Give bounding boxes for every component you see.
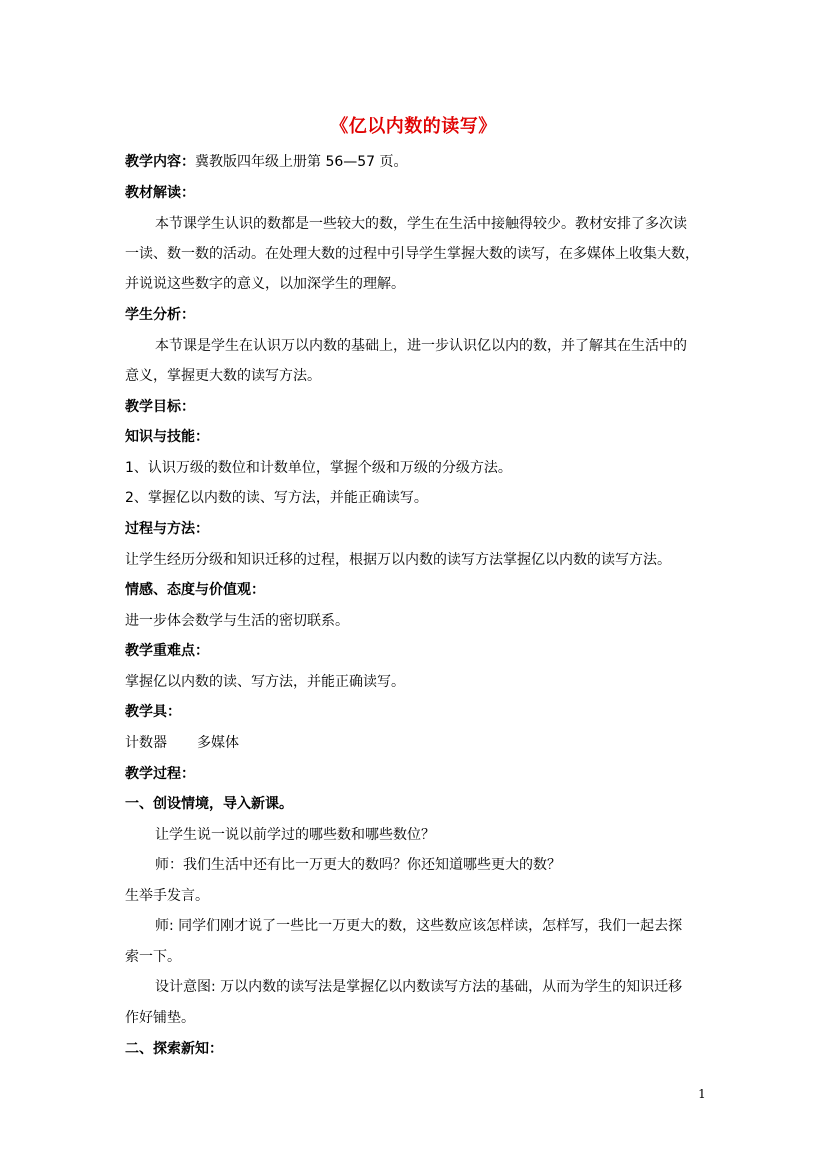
paragraph-line: 师: 同学们刚才说了一些比一万更大的数，这些数应该怎样读，怎样写，我们一起去探 bbox=[155, 918, 683, 934]
section-heading: 教学重难点： bbox=[125, 643, 209, 659]
section-heading: 知识与技能： bbox=[125, 429, 209, 445]
paragraph-line: 本节课是学生在认识万以内数的基础上，进一步认识亿以内的数，并了解其在生活中的 bbox=[155, 338, 687, 354]
paragraph-line: 并说说这些数字的意义，以加深学生的理解。 bbox=[125, 276, 405, 292]
section-heading: 学生分析： bbox=[125, 307, 195, 323]
section-heading: 教学过程： bbox=[125, 766, 195, 782]
teaching-content-text: 冀教版四年级上册第 56—57 页。 bbox=[195, 154, 408, 170]
paragraph-line: 生举手发言。 bbox=[125, 888, 209, 904]
paragraph-line: 让学生经历分级和知识迁移的过程，根据万以内数的读写方法掌握亿以内数的读写方法。 bbox=[125, 552, 671, 568]
tool-counter: 计数器 bbox=[125, 735, 167, 751]
paragraph-line: 设计意图: 万以内数的读写法是掌握亿以内数读写方法的基础，从而为学生的知识迁移 bbox=[155, 979, 683, 995]
section-heading: 教学目标： bbox=[125, 399, 195, 415]
paragraph-line: 师：我们生活中还有比一万更大的数吗？你还知道哪些更大的数？ bbox=[155, 857, 561, 873]
paragraph-line: 掌握亿以内数的读、写方法，并能正确读写。 bbox=[125, 674, 405, 690]
list-item: 1、认识万级的数位和计数单位，掌握个级和万级的分级方法。 bbox=[125, 460, 512, 476]
paragraph-line: 作好铺垫。 bbox=[125, 1010, 195, 1026]
paragraph-line: 意义，掌握更大数的读写方法。 bbox=[125, 368, 321, 384]
list-item: 2、掌握亿以内数的读、写方法，并能正确读写。 bbox=[125, 490, 428, 506]
paragraph-line: 本节课学生认识的数都是一些较大的数，学生在生活中接触得较少。教材安排了多次读 bbox=[155, 216, 687, 232]
tools-line bbox=[125, 733, 705, 753]
document-title: 《亿以内数的读写》 bbox=[330, 116, 497, 137]
teaching-content-line bbox=[125, 152, 705, 172]
section-heading: 二、探索新知： bbox=[125, 1041, 223, 1057]
section-heading: 教学具： bbox=[125, 704, 181, 720]
paragraph-line: 索一下。 bbox=[125, 949, 181, 965]
section-heading: 过程与方法： bbox=[125, 521, 209, 537]
paragraph-line: 一读、数一数的活动。在处理大数的过程中引导学生掌握大数的读写，在多媒体上收集大数， bbox=[125, 246, 699, 262]
tool-multimedia: 多媒体 bbox=[197, 735, 239, 751]
section-heading: 一、创设情境，导入新课。 bbox=[125, 796, 293, 812]
paragraph-line: 进一步体会数学与生活的密切联系。 bbox=[125, 613, 349, 629]
paragraph-line: 让学生说一说以前学过的哪些数和哪些数位？ bbox=[155, 827, 435, 843]
section-heading: 教材解读： bbox=[125, 185, 195, 201]
page-number: 1 bbox=[698, 1087, 706, 1101]
teaching-content-label: 教学内容： bbox=[125, 154, 195, 170]
section-heading: 情感、态度与价值观： bbox=[125, 582, 265, 598]
